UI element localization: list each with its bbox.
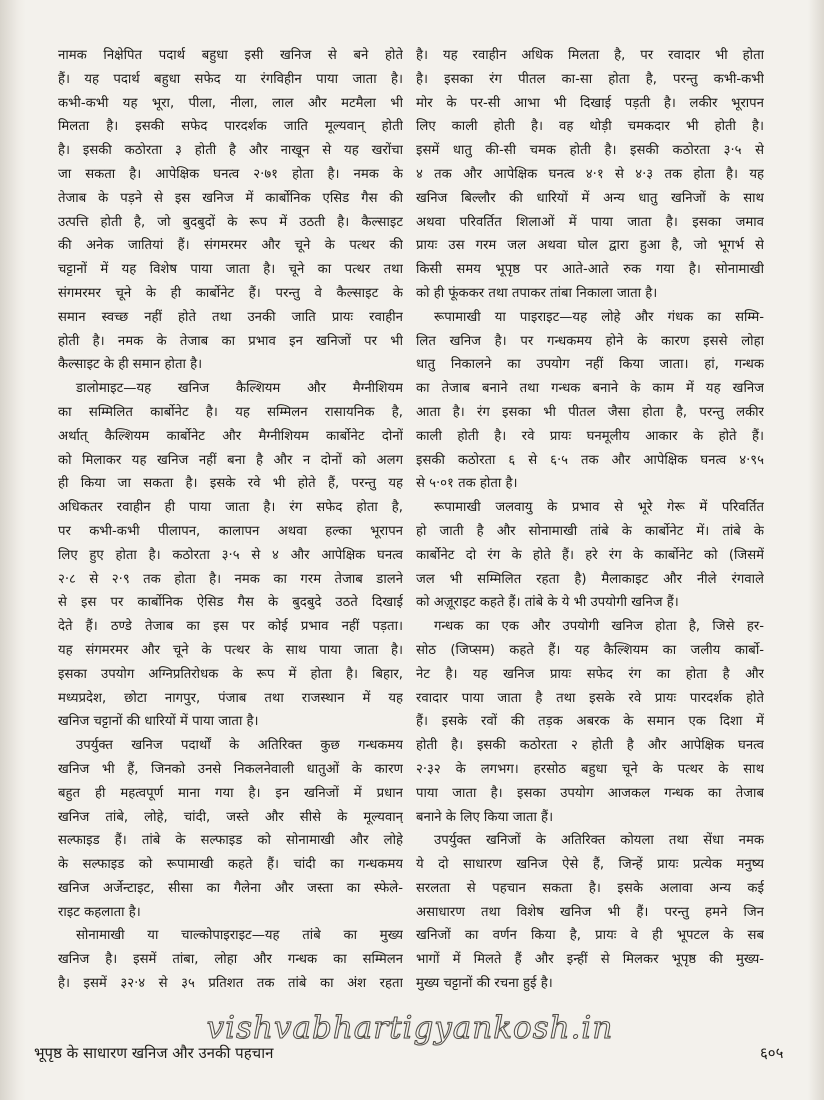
text-line: ये दो साधारण खनिज ऐसे हैं, जिन्हें प्रायः प्रत्येक मनुष्य <box>416 857 764 873</box>
text-line: तेजाब के पड़ने से इस खनिज में कार्बोनिक एसिड गैस की <box>58 190 403 206</box>
text-line: खनिज अर्जेन्टाइट, सीसा का गैलेना और जस्ता का स्फेले- <box>58 880 403 896</box>
text-line: हो जाती है और सोनामाखी तांबे के कार्बोनेट में। तांबे के <box>416 523 764 539</box>
text-line: देते हैं। ठण्डे तेजाब का इस पर कोई प्रभाव नहीं पड़ता। <box>58 619 403 635</box>
left-text-column <box>58 44 403 996</box>
text-line: लित खनिज है। पर गन्धकमय होने के कारण इससे लोहा <box>416 333 764 349</box>
text-line: खनिज चट्टानों की धारियों में पाया जाता है। <box>58 714 259 730</box>
text-line: इसमें धातु की-सी चमक होती है। इसकी कठोरता ३·५ से <box>416 143 764 159</box>
text-line: इसकी कठोरता ६ से ६·५ तक और आपेक्षिक घनत्व ४·९५ <box>416 452 764 468</box>
right-text-column <box>416 44 764 996</box>
text-line: किसी समय भूपृष्ठ पर आते-आते रुक गया है। सोनामाखी <box>416 262 764 278</box>
text-line: पाया जाता है। इसका उपयोग आजकल गन्धक का तेजाब <box>416 785 764 801</box>
text-line: अर्थात् कैल्शियम कार्बोनेट और मैग्नीशियम कार्बोनेट दोनों <box>58 428 403 444</box>
text-line: कैल्साइट के ही समान होता है। <box>58 357 203 373</box>
text-line: खनिज भी हैं, जिनको उनसे निकलनेवाली धातुओं के कारण <box>58 761 403 777</box>
text-line: अधिकतर रवाहीन ही पाया जाता है। रंग सफेद होता है, <box>58 500 403 516</box>
text-line: इसका उपयोग अग्निप्रतिरोधक के रूप में होता है। बिहार, <box>58 666 403 682</box>
page-edge-shadow <box>808 0 824 1100</box>
text-line: है। इसमें ३२·४ से ३५ प्रतिशत तक तांबे का अंश रहता <box>58 976 403 992</box>
text-line: बनाने के लिए किया जाता हैं। <box>416 809 554 825</box>
text-line: यह संगमरमर और चूने के पत्थर के साथ पाया जाता है। <box>58 642 403 658</box>
paragraph-start-line: गन्धक का एक और उपयोगी खनिज होता है, जिसे हर- <box>434 619 764 635</box>
text-line: मिलता है। इसकी सफेद पारदर्शक जाति मूल्यवान् होती <box>58 119 403 135</box>
text-line: सोठ (जिप्सम) कहते हैं। यह कैल्शियम का जलीय कार्बो- <box>416 642 764 658</box>
text-line: लिए हुए होता है। कठोरता ३·५ से ४ और आपेक्षिक घनत्व <box>58 547 403 563</box>
text-line: मध्यप्रदेश, छोटा नागपुर, पंजाब तथा राजस्थान में यह <box>58 690 403 706</box>
paragraph-start-line: डालोमाइट—यह खनिज कैल्शियम और मैग्नीशियम <box>76 381 403 397</box>
text-line: जा सकता है। आपेक्षिक घनत्व २·७१ होता है। नमक के <box>58 166 403 182</box>
text-line: आता है। रंग इसका भी पीतल जैसा होता है, परन्तु लकीर <box>416 404 764 420</box>
text-line: ही किया जा सकता है। इसके रवे भी होते हैं, परन्तु यह <box>58 476 403 492</box>
text-line: खनिज बिल्लौर की धारियों में अन्य धातु खनिजों के साथ <box>416 190 764 206</box>
text-line: होती है। नमक के तेजाब का प्रभाव इन खनिजों पर भी <box>58 333 403 349</box>
text-line: कार्बोनेट दो रंग के होते हैं। हरे रंग के कार्बोनेट को (जिसमें <box>416 547 764 563</box>
text-line: पर कभी-कभी पीलापन, कालापन अथवा हल्का भूरापन <box>58 523 403 539</box>
text-line: मोर के पर-सी आभा भी दिखाई पड़ती है। लकीर भूरापन <box>416 95 764 111</box>
text-line: खनिज तांबे, लोहे, चांदी, जस्ते और सीसे के मूल्यवान् <box>58 809 403 825</box>
text-line: होती है। इसकी कठोरता २ होती है और आपेक्षिक घनत्व <box>416 738 764 754</box>
paragraph-start-line: सोनामाखी या चाल्कोपाइराइट—यह तांबे का मुख्य <box>76 928 403 944</box>
text-line: हैं। इसके रवों की तड़क अबरक के समान एक दिशा में <box>416 714 764 730</box>
text-line: बहुत ही महत्वपूर्ण माना गया है। इन खनिजों में प्रधान <box>58 785 403 801</box>
text-line: जल भी सम्मिलित रहता है) मैलाकाइट और नीले रंगवाले <box>416 571 764 587</box>
paragraph-start-line: रूपामाखी या पाइराइट—यह लोहे और गंधक का सम्मि- <box>434 309 764 325</box>
text-line: हैं। यह पदार्थ बहुधा सफेद या रंगविहीन पाया जाता है। <box>58 71 403 87</box>
text-line: मुख्य चट्टानों की रचना हुई है। <box>416 976 553 992</box>
text-line: को ही फूंककर तथा तपाकर तांबा निकाला जाता है। <box>416 285 658 301</box>
page-binding-shadow <box>0 0 26 1100</box>
text-line: संगमरमर चूने के ही कार्बोनेट हैं। परन्तु वे कैल्साइट के <box>58 285 403 301</box>
text-line: राइट कहलाता है। <box>58 904 141 920</box>
paragraph-start-line: उपर्युक्त खनिजों के अतिरिक्त कोयला तथा सेंधा नमक <box>434 833 764 849</box>
text-line: सरलता से पहचान सकता है। इसके अलावा अन्य कई <box>416 880 764 896</box>
text-line: सल्फाइड हैं। तांबे के सल्फाइड को सोनामाखी और लोहे <box>58 833 403 849</box>
text-line: लिए काली होती है। वह थोड़ी चमकदार भी होती है। <box>416 119 764 135</box>
text-line: से इस पर कार्बोनिक ऐसिड गैस के बुदबुदे उठते दिखाई <box>58 595 403 611</box>
text-line: नेट है। यह खनिज प्रायः सफेद रंग का होता है और <box>416 666 764 682</box>
text-line: है। इसका रंग पीतल का-सा होता है, परन्तु कभी-कभी <box>416 71 764 87</box>
text-line: को मिलाकर यह खनिज नहीं बना है और न दोनों को अलग <box>58 452 403 468</box>
text-line: अथवा परिवर्तित शिलाओं में पाया जाता है। इसका जमाव <box>416 214 764 230</box>
text-line: कभी-कभी यह भूरा, पीला, नीला, लाल और मटमैला भी <box>58 95 403 111</box>
text-line: है। यह रवाहीन अधिक मिलता है, पर रवादार भी होता <box>416 48 764 63</box>
text-line: समान स्वच्छ नहीं होते तथा उनकी जाति प्रायः रवाहीन <box>58 309 403 325</box>
text-line: चट्टानों में यह विशेष पाया जाता है। चूने का पत्थर तथा <box>58 262 403 278</box>
text-line: धातु निकालने का उपयोग नहीं किया जाता। हां, गन्धक <box>416 357 764 373</box>
text-line: खनिज है। इसमें तांबा, लोहा और गन्धक का सम्मिलन <box>58 952 403 968</box>
text-line: खनिजों का वर्णन किया है, प्रायः वे ही भूपटल के सब <box>416 928 764 944</box>
text-line: असाधारण तथा विशेष खनिज भी हैं। परन्तु हमने जिन <box>416 904 764 920</box>
text-line: का सम्मिलित कार्बोनेट है। यह सम्मिलन रासायनिक है, <box>58 404 403 420</box>
text-line: की अनेक जातियां हैं। संगमरमर और चूने के पत्थर की <box>58 238 403 254</box>
text-line: को अज़ूराइट कहते हैं। तांबे के ये भी उपयोगी खनिज हैं। <box>416 595 679 611</box>
text-line: उत्पत्ति होती है, जो बुदबुदों के रूप में उठती है। कैल्साइट <box>58 214 403 230</box>
text-line: के सल्फाइड को रूपामाखी कहते हैं। चांदी का गन्धकमय <box>58 857 403 873</box>
paragraph-start-line: उपर्युक्त खनिज पदार्थों के अतिरिक्त कुछ गन्धकमय <box>76 738 403 754</box>
page-number: ६०५ <box>760 1044 784 1062</box>
paragraph-start-line: रूपामाखी जलवायु के प्रभाव से भूरे गेरू में परिवर्तित <box>434 500 764 516</box>
text-line: २·३२ के लगभग। हरसोठ बहुधा चूने के पत्थर के साथ <box>416 761 764 777</box>
text-line: है। इसकी कठोरता ३ होती है और नाखून से यह खरोंचा <box>58 143 403 159</box>
running-footer-title: भूपृष्ठ के साधारण खनिज और उनकी पहचान <box>34 1044 274 1062</box>
text-line: प्रायः उस गरम जल अथवा घोल द्वारा हुआ है, जो भूगर्भ से <box>416 238 764 254</box>
text-line: नामक निक्षेपित पदार्थ बहुधा इसी खनिज से बने होते <box>58 48 403 63</box>
text-line: ४ तक और आपेक्षिक घनत्व ४·१ से ४·३ तक होता है। यह <box>416 166 764 182</box>
watermark-text: vishvabhartigyankosh.in <box>206 1010 614 1046</box>
text-line: २·८ से २·९ तक होता है। नमक का गरम तेजाब डालने <box>58 571 403 587</box>
text-line: से ५·०१ तक होता है। <box>416 476 518 492</box>
text-line: रवादार पाया जाता है तथा इसके रवे प्रायः पारदर्शक होते <box>416 690 764 706</box>
text-line: भागों में मिलते हैं और इन्हीं से मिलकर भूपृष्ठ की मुख्य- <box>416 952 764 968</box>
text-line: काली होती है। रवे प्रायः घनमूलीय आकार के होते हैं। <box>416 428 764 444</box>
text-line: का तेजाब बनाने तथा गन्धक बनाने के काम में यह खनिज <box>416 381 764 397</box>
